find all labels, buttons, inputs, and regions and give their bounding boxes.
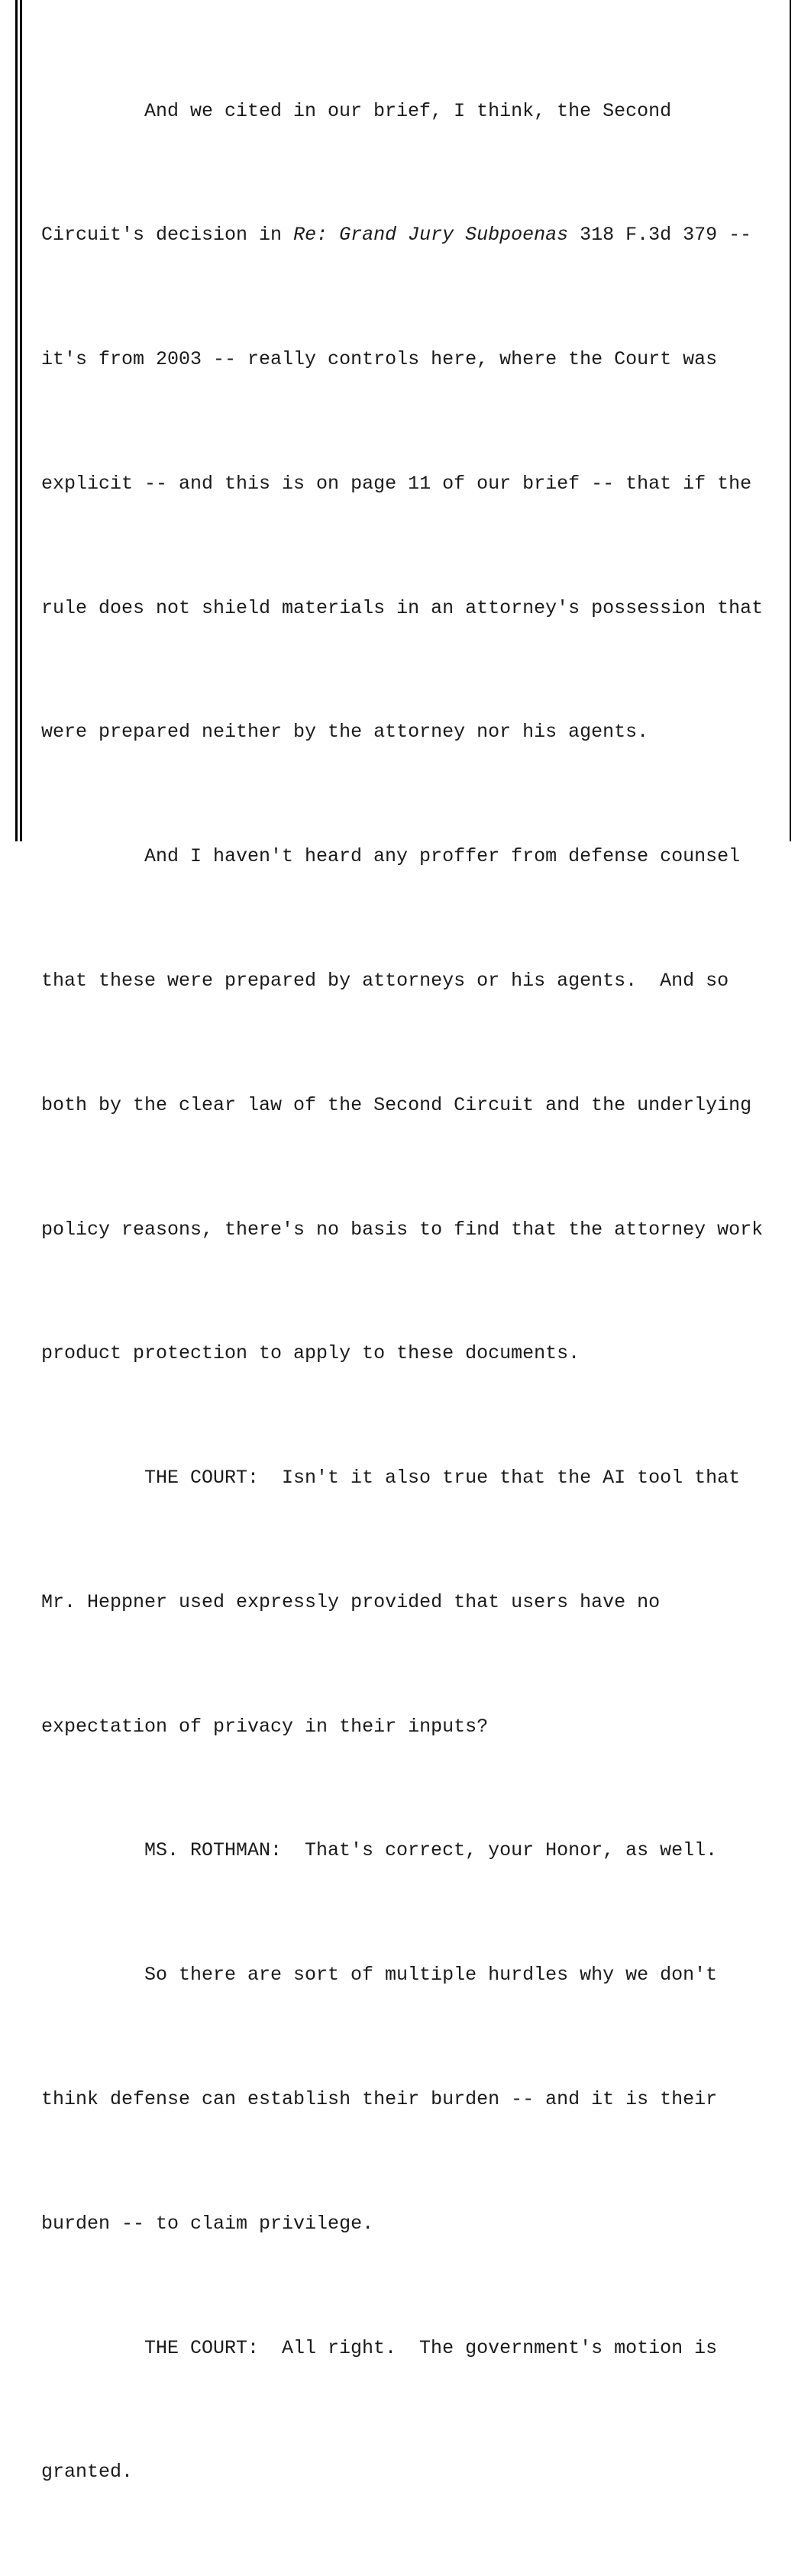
transcript-line: both by the clear law of the Second Circuit and the underlying [41, 1093, 752, 1116]
transcript-line: think defense can establish their burden -- and it is their [41, 2088, 718, 2111]
transcript-line: that these were prepared by attorneys or his agents. And so [41, 970, 729, 992]
transcript-line: So there are sort of multiple hurdles why we don't [144, 1964, 718, 1987]
transcript-line: And we cited in our brief, I think, the Second [144, 99, 672, 122]
transcript-line [41, 215, 786, 256]
transcript-line: policy reasons, there's no basis to find that the attorney work [41, 1218, 764, 1241]
line-text-post: 318 F.3d 379 -- [568, 224, 752, 247]
case-citation-italic: Re: Grand Jury Subpoenas [293, 224, 569, 247]
transcript-line: burden -- to claim privilege. [41, 2212, 374, 2235]
transcript-line: product protection to apply to these documents. [41, 1342, 580, 1365]
transcript-line: it's from 2003 -- really controls here, where the Court was [41, 348, 718, 371]
transcript-line: Mr. Heppner used expressly provided that users have no [41, 1590, 661, 1613]
transcript-line: rule does not shield materials in an attorney's possession that [41, 596, 764, 619]
transcript-text [41, 8, 786, 2576]
transcript-line: explicit -- and this is on page 11 of our brief -- that if the [41, 472, 752, 495]
transcript-line: THE COURT: All right. The government's motion is [144, 2336, 718, 2359]
right-margin-rule [790, 0, 791, 841]
transcript-line: THE COURT: Isn't it also true that the AI tool that [144, 1467, 741, 1490]
transcript-line: MS. ROTHMAN: That's correct, your Honor, as well. [144, 1839, 718, 1862]
left-margin-rule-inner [20, 0, 22, 841]
transcript-line: were prepared neither by the attorney nor his agents. [41, 721, 649, 744]
line-text-pre: Circuit's decision in [41, 224, 294, 247]
transcript-line: expectation of privacy in their inputs? [41, 1715, 489, 1738]
transcript-line: And I haven't heard any proffer from defense counsel [144, 845, 741, 868]
left-margin-rule-outer [15, 0, 18, 841]
transcript-line: granted. [41, 2461, 134, 2484]
